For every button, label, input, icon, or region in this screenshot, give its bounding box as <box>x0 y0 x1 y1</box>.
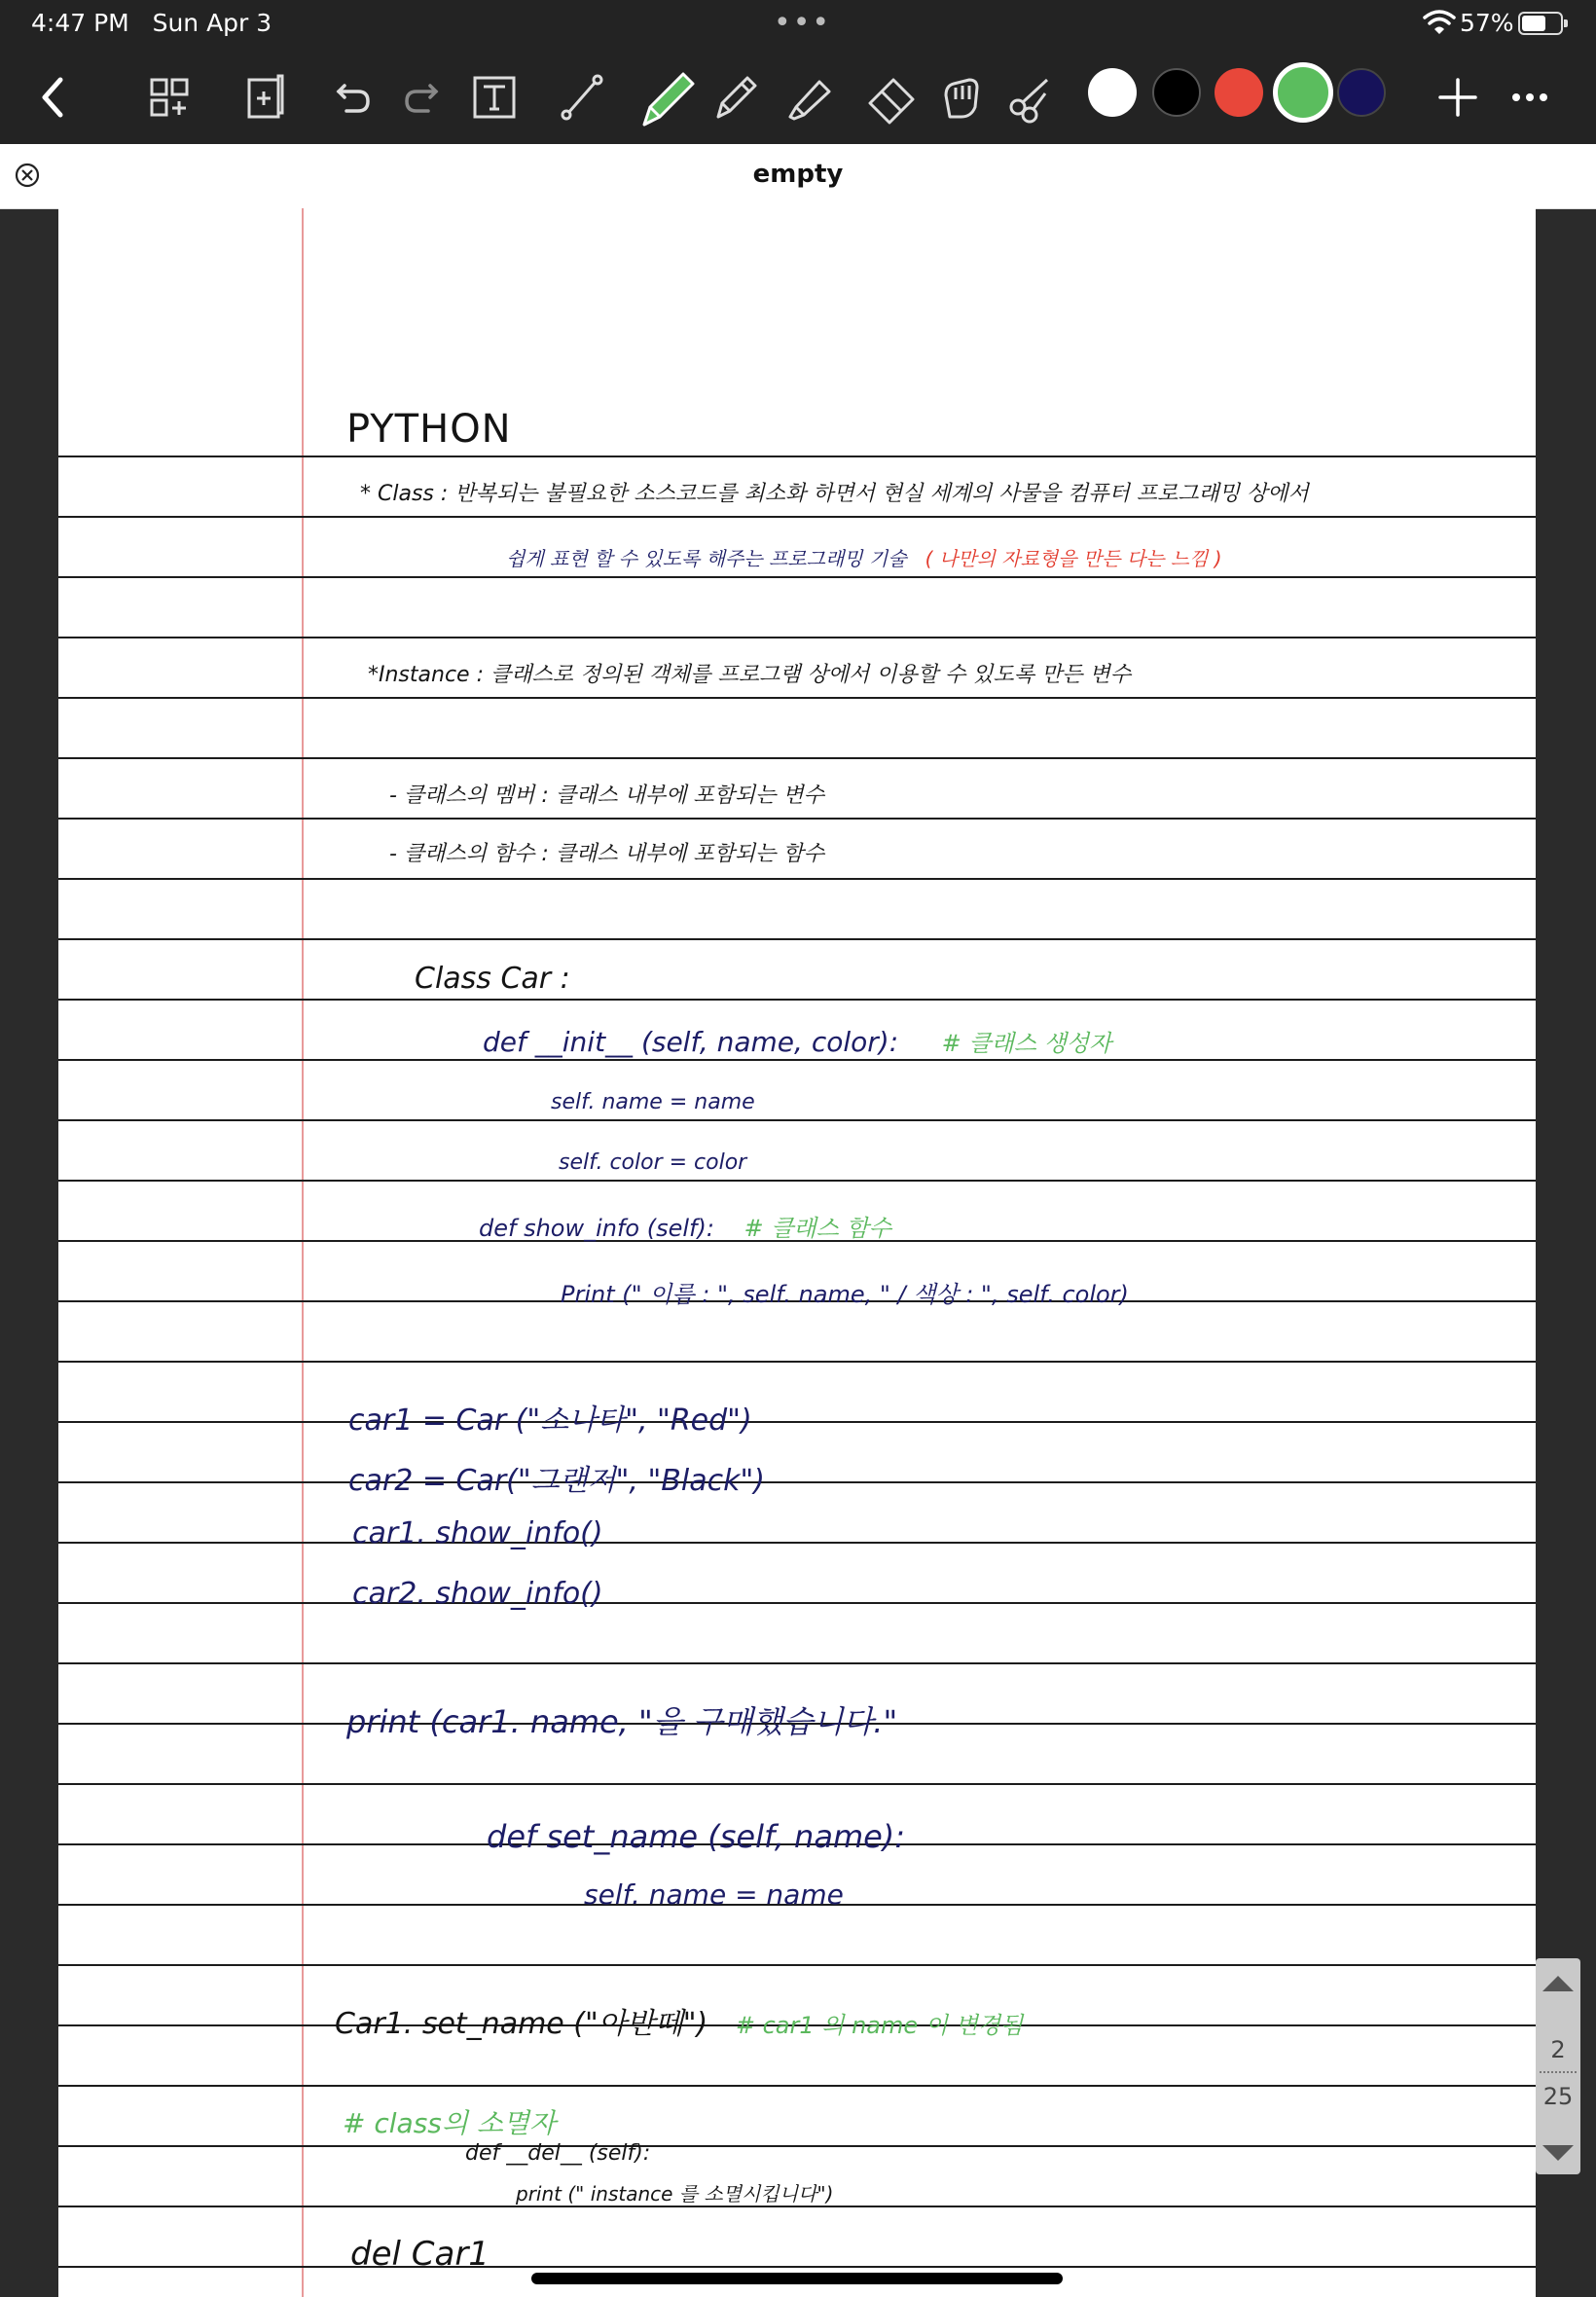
page-up-icon[interactable] <box>1542 1976 1574 1991</box>
lasso-icon[interactable] <box>930 66 993 128</box>
ruled-line <box>58 697 1536 699</box>
pencil-icon[interactable] <box>705 66 767 128</box>
note-class-definition: * Class : 반복되는 불필요한 소스코드를 최소화 하면서 현실 세계의 사물을 컴퓨터 프로그래밍 상에서 <box>360 482 1309 506</box>
pages-grid-icon[interactable] <box>138 66 200 128</box>
code-car2-assign: car2 = Car("그랜저", "Black") <box>348 1464 765 1498</box>
color-swatch-black[interactable] <box>1152 68 1201 117</box>
undo-icon[interactable] <box>321 66 383 128</box>
ruled-line <box>58 1119 1536 1121</box>
add-icon[interactable] <box>1427 66 1489 128</box>
ruled-line <box>58 516 1536 518</box>
color-swatch-red[interactable] <box>1215 68 1263 117</box>
battery-icon <box>1518 12 1563 35</box>
current-page-number: 2 <box>1550 2036 1566 2063</box>
code-car1-show: car1. show_info() <box>352 1516 603 1550</box>
battery-percent: 57% <box>1460 9 1514 37</box>
ruled-line <box>58 999 1536 1001</box>
code-class-car: Class Car : <box>415 962 570 996</box>
ruled-line <box>58 637 1536 638</box>
wifi-icon <box>1423 9 1456 36</box>
code-set-name-def: def set_name (self, name): <box>487 1818 906 1855</box>
document-title-bar <box>0 144 1596 209</box>
ruled-line <box>58 2266 1536 2268</box>
ruled-line <box>58 2085 1536 2087</box>
code-car1-assign: car1 = Car ("소나타", "Red") <box>348 1404 752 1438</box>
line-tool-icon[interactable] <box>551 66 613 128</box>
ruled-line <box>58 1602 1536 1604</box>
back-icon[interactable] <box>23 66 86 128</box>
code-self-color: self. color = color <box>559 1150 747 1175</box>
code-set-name-body: self. name = name <box>584 1878 844 1911</box>
scissors-icon[interactable] <box>998 66 1061 128</box>
home-indicator[interactable] <box>531 2273 1063 2284</box>
ruled-line <box>58 1783 1536 1785</box>
status-time: 4:47 PM Sun Apr 3 <box>31 9 272 37</box>
code-print-purchase: print (car1. name, "을 구매했습니다." <box>346 1703 898 1740</box>
ruled-line <box>58 1481 1536 1483</box>
ruled-line <box>58 1542 1536 1544</box>
ruled-line <box>58 757 1536 759</box>
note-class-definition-cont: 쉽게 표현 할 수 있도록 해주는 프로그래밍 기술 ( 나만의 자료형을 만든 다는 느낌 ) <box>506 547 1222 570</box>
pager-divider <box>1540 2071 1577 2073</box>
text-tool-icon[interactable] <box>463 66 526 128</box>
ruled-line <box>58 1662 1536 1664</box>
color-swatch-navy[interactable] <box>1337 68 1386 117</box>
color-swatch-green-selected[interactable] <box>1273 62 1333 123</box>
add-page-icon[interactable] <box>234 66 296 128</box>
page-navigator[interactable] <box>1536 1958 1580 2174</box>
ruled-line <box>58 1421 1536 1423</box>
status-bar <box>0 0 1596 47</box>
notebook-page[interactable] <box>58 208 1536 2297</box>
note-class-function: - 클래스의 함수 : 클래스 내부에 포함되는 함수 <box>389 842 824 866</box>
code-del-def: def __del__ (self): <box>465 2141 651 2166</box>
ruled-line <box>58 1361 1536 1363</box>
pen-icon[interactable] <box>631 60 705 134</box>
multitasking-dots-icon[interactable]: ••• <box>774 6 832 40</box>
comment-destructor: # class의 소멸자 <box>343 2107 556 2139</box>
code-car2-show: car2. show_info() <box>352 1577 603 1611</box>
ruled-line <box>58 1964 1536 1966</box>
code-print-info: Print (" 이름 : ", self. name, " / 색상 : ", self. color) <box>561 1281 1129 1308</box>
highlighter-icon[interactable] <box>779 66 841 128</box>
ruled-line <box>58 818 1536 820</box>
color-swatch-white[interactable] <box>1088 68 1137 117</box>
code-show-info-def: def show_info (self): # 클래스 함수 <box>479 1215 891 1242</box>
document-title: empty <box>752 160 844 189</box>
ruled-line <box>58 1059 1536 1061</box>
total-pages-number: 25 <box>1542 2083 1574 2110</box>
eraser-icon[interactable] <box>860 66 923 128</box>
code-self-name: self. name = name <box>551 1090 755 1114</box>
note-instance-definition: *Instance : 클래스로 정의된 객체를 프로그램 상에서 이용할 수 있도록 만든 변수 <box>368 663 1131 687</box>
redo-icon[interactable] <box>391 66 453 128</box>
code-init-def: def __init__ (self, name, color): # 클래스 생성자 <box>483 1026 1112 1058</box>
more-icon[interactable] <box>1499 66 1561 128</box>
note-heading: PYTHON <box>346 407 512 452</box>
ruled-line <box>58 2145 1536 2147</box>
page-down-icon[interactable] <box>1542 2145 1574 2161</box>
ruled-line <box>58 1180 1536 1182</box>
margin-line <box>302 208 304 2297</box>
code-del-print: print (" instance 를 소멸시킵니다") <box>516 2182 834 2206</box>
note-class-member: - 클래스의 멤버 : 클래스 내부에 포함되는 변수 <box>389 784 824 808</box>
code-set-name-call: Car1. set_name ("아반떼") # car1 의 name 이 변경됨 <box>335 2007 1024 2041</box>
toolbar <box>0 47 1596 144</box>
ruled-line <box>58 456 1536 457</box>
code-del-statement: del Car1 <box>350 2235 490 2274</box>
ruled-line <box>58 938 1536 940</box>
ruled-line <box>58 576 1536 578</box>
ruled-line <box>58 878 1536 880</box>
